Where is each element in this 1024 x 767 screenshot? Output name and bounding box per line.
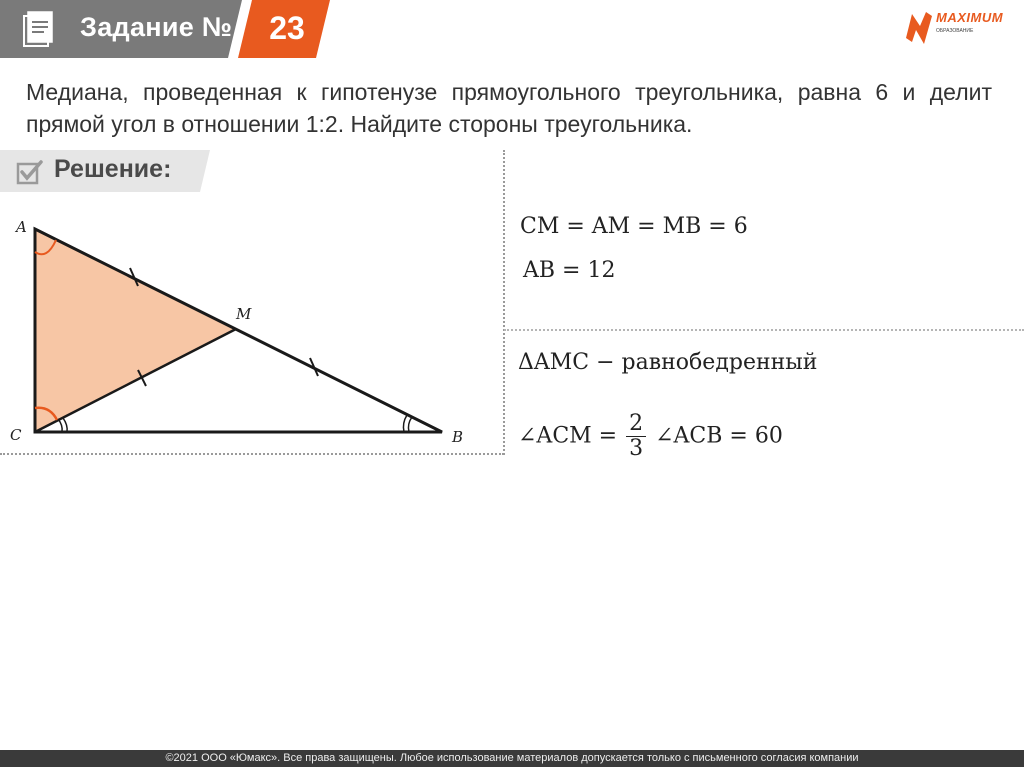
math-line-angle — [518, 412, 783, 461]
maximum-logo — [902, 8, 1014, 52]
angle-c-mcb-arc2 — [63, 418, 67, 432]
triangle-diagram — [0, 200, 500, 450]
right-middle-divider — [504, 329, 1024, 331]
document-icon — [20, 8, 60, 48]
triangle-amc-fill — [35, 229, 236, 432]
task-number: 23 — [269, 10, 305, 46]
left-bottom-divider — [0, 453, 504, 455]
logo-mark-icon — [902, 8, 936, 48]
copyright-footer: ©2021 ООО «Юмакс». Все права защищены. Любое использование материалов допускается только с письменного согласия компании — [0, 750, 1024, 767]
task-title: Задание № — [80, 12, 233, 42]
angle-eq-right: ∠ACB = 60 — [655, 423, 783, 449]
checkbox-icon — [16, 159, 44, 185]
triangle-figure — [0, 200, 500, 450]
math-line-isosceles: ΔAMC − равнобедренный — [518, 350, 818, 375]
angle-eq-left: ∠ACM = — [518, 423, 618, 449]
logo-tagline: ОБРАЗОВАНИЕ — [936, 28, 974, 34]
point-label-b: B — [452, 428, 464, 446]
angle-c-mcb-arc1 — [58, 419, 62, 432]
point-label-c: C — [10, 426, 22, 444]
problem-text: Медиана, проведенная к гипотенузе прямоугольного треугольника, равна 6 и делит прямой угол в отношении 1:2. Найдите стороны треугольника. — [26, 79, 992, 137]
header-bar — [0, 0, 330, 58]
solution-label: Решение: — [54, 155, 172, 183]
point-label-a: A — [16, 218, 27, 236]
fraction-two-thirds — [626, 412, 646, 461]
math-line-medians: CM = AM = MB = 6 — [520, 214, 748, 239]
fraction-denominator: 3 — [629, 436, 644, 461]
fraction-numerator: 2 — [626, 412, 646, 437]
vertical-divider — [503, 150, 505, 455]
angle-b-arc2 — [408, 417, 412, 432]
logo-word: MAXIMUM — [936, 10, 1004, 25]
angle-b-arc1 — [403, 415, 407, 432]
point-label-m: M — [236, 305, 252, 323]
math-line-ab: AB = 12 — [523, 258, 616, 283]
